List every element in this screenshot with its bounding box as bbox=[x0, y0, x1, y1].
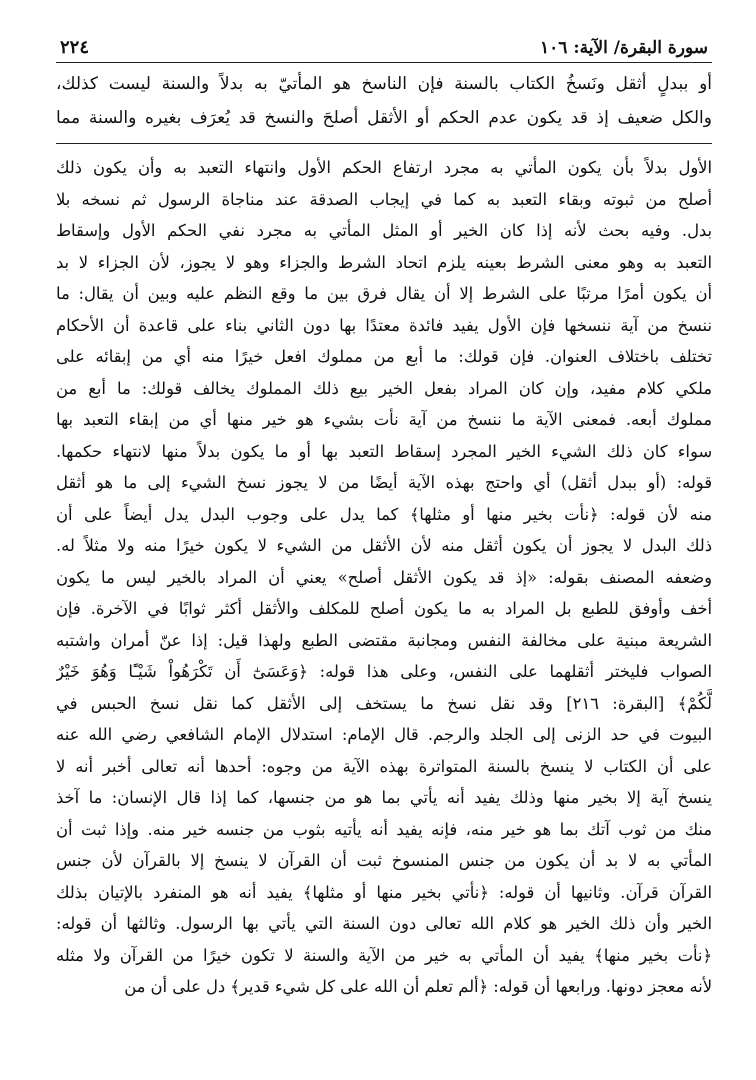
commentary-line: الصواب فليختر أثقلهما على النفس، وعلى هذا قوله: ﴿وَعَسَىٰٓ أَن تَكْرَهُواْ شَيْـًٔا وَهُوَ خَيْرٌ bbox=[56, 662, 712, 681]
commentary-line: ينسخ آية إلا بخير منها وذلك يفيد أنه يأتي بما هو من جنسها، كما إذا قال الإنسان: ما آخذ bbox=[56, 788, 712, 807]
commentary-line: أن يكون أمرًا مرتبًا على الشرط إلا أن يقال فرق بين ما وقع النظم عليه وبين أن يقال: ما bbox=[56, 284, 712, 303]
commentary-line: ملكي كلام مفيد، وإن كان المراد بفعل الخير بيع ذلك المملوك يخالف قولك: ما أبع من bbox=[56, 378, 712, 398]
commentary-line: لأنه معجز دونها. ورابعها أن قوله: ﴿ألم تعلم أن الله على كل شيء قدير﴾ دل على أن من bbox=[124, 977, 712, 996]
commentary-line: أصلح من ثبوته وبقاء التعبد به كما في إيجاب الصدقة عند مناجاة الرسول ثم نسخه بلا bbox=[56, 189, 712, 209]
commentary-line: منك من ثوب آتك بما هو خير منه، فإنه يفيد أنه يأتيه بثوب من جنسه خير منه. وإذا ثبت أن bbox=[56, 819, 712, 839]
commentary-line: وضعفه المصنف بقوله: «إذ قد يكون الأثقل أصلح» يعني أن المراد بالخير ليس ما يكون bbox=[56, 567, 712, 587]
commentary-line: على أن الكتاب لا ينسخ بالسنة المتواترة بهذه الآية من وجوه: أحدها أنه تعالى أخبر أنه لا bbox=[56, 756, 712, 776]
commentary-line: المأتي به لا بد أن يكون من جنس المنسوخ ثبت أن القرآن لا ينسخ إلا بالقرآن لأن جنس bbox=[56, 851, 712, 870]
main-text bbox=[56, 67, 712, 135]
commentary-text bbox=[56, 152, 712, 1003]
separator-rule bbox=[56, 143, 712, 144]
main-text-line: أو ببدلٍ أثقل ونَسخُ الكتاب بالسنة فإن الناسخ هو المأتيّ به بدلاً والسنة ليست كذلك، bbox=[56, 74, 712, 94]
commentary-line: تختلف باختلاف العنوان. فإن قولك: ما أبع من مملوك افعل خيرًا منه أي من إبقائه على bbox=[56, 347, 712, 366]
commentary-line: مملوك أبعه. فمعنى الآية ما ننسخ من آية نأت بشيء هو خير منها أي من إبقاء التعبد بها bbox=[56, 410, 712, 429]
commentary-line: الشريعة مبنية على مخالفة النفس ومجانبة مقتضى الطبع ولهذا قيل: إذا عنّ أمران واشتبه bbox=[56, 630, 712, 650]
commentary-line: التعبد به وهو معنى الشرط بعينه يلزم اتحاد الشرط والجزاء وهو لا يجوز، لأن الجزاء لا بد bbox=[56, 252, 712, 272]
commentary-line: القرآن قرآن. وثانيها أن قوله: ﴿نأتي بخير منها أو مثلها﴾ يفيد أنه هو المنفرد بالإتيان بذلك bbox=[56, 882, 712, 902]
commentary-line: الأول بدلاً بأن يكون المأتي به مجرد ارتفاع الحكم الأول وانتهاء التعبد به وأن يكون ذلك bbox=[56, 158, 712, 177]
commentary-line: ذلك البدل لا يجوز أن يكون أثقل منه لأن الأثقل من الشيء لا يكون خيرًا منه ولا مثلاً له. bbox=[56, 536, 712, 555]
main-text-line: والكل ضعيف إذ قد يكون عدم الحكم أو الأثقل أصلحَ والنسخ قد يُعرَف بغيره والسنة مما bbox=[56, 108, 712, 128]
commentary-line: منه لأن قوله: ﴿نأت بخير منها أو مثلها﴾ كما يدل على وجوب البدل يدل أيضاً على أن bbox=[56, 504, 712, 524]
commentary-line: البيوت في حد الزنى إلى الجلد والرجم. قال الإمام: استدلال الإمام الشافعي رضي الله عنه bbox=[56, 725, 712, 744]
commentary-line: قوله: (أو ببدل أثقل) أي واحتج بهذه الآية أيضًا من لا يجوز نسخ الشيء إلى ما هو أثقل bbox=[56, 473, 712, 492]
commentary-line: سواء كان ذلك الشيء الخير المجرد إسقاط التعبد بها أو ما يكون بدلاً منها لانتهاء حكمها. bbox=[56, 441, 712, 461]
commentary-line: الخير وأن ذلك الخير هو كلام الله تعالى دون السنة التي يأتي بها الرسول. وثالثها أن قوله: bbox=[56, 914, 712, 933]
commentary-line: أخف وأوفق للطبع بل المراد به ما يكون أصلح للمكلف والأثقل أكثر ثوابًا في الآخرة. فإن bbox=[56, 599, 712, 618]
page-number: ٢٢٤ bbox=[60, 37, 90, 58]
commentary-line: بدل. وفيه بحث لأنه إذا كان الخير أو المثل المأتي به مجرد نفي الحكم الأول وإسقاط bbox=[56, 221, 712, 240]
page-header bbox=[56, 30, 712, 63]
commentary-line: ننسخ من آية ننسخها فإن الأول يفيد فائدة معتدًا بها دون الثاني بناء على قاعدة أن الأحكام bbox=[56, 315, 712, 335]
commentary-line: ﴿نأت بخير منها﴾ يفيد أن المأتي به خير من الآية والسنة لا تكون خيرًا من القرآن ولا مثله bbox=[56, 945, 712, 965]
commentary-line: لَّكُمْ﴾ [البقرة: ٢١٦] وقد نقل نسخ ما يستخف إلى الأثقل كما نقل نسخ الحبس في bbox=[56, 693, 712, 713]
running-title: سورة البقرة/ الآية: ١٠٦ bbox=[540, 38, 708, 58]
book-page bbox=[56, 30, 712, 1080]
